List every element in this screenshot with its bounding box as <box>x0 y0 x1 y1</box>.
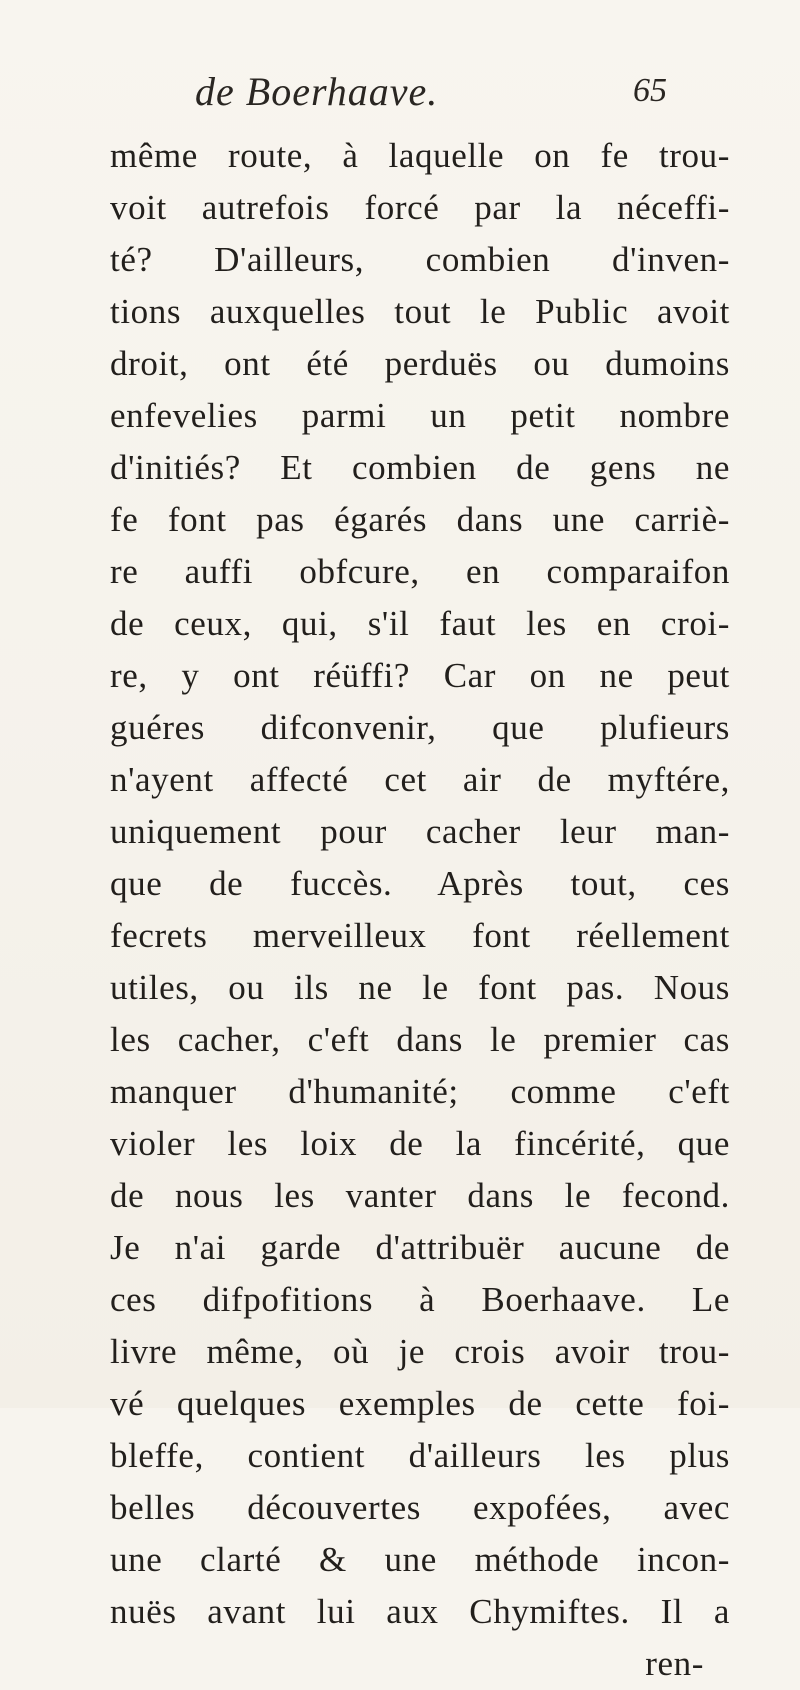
text-line: une clarté & une méthode incon- <box>110 1540 730 1579</box>
text-line: même route, à laquelle on fe trou- <box>110 136 730 175</box>
text-line: les cacher, c'eft dans le premier cas <box>110 1020 730 1059</box>
page-number: 65 <box>633 72 667 109</box>
body-text <box>110 130 730 1690</box>
text-line: de nous les vanter dans le fecond. <box>110 1176 730 1215</box>
text-line: livre même, où je crois avoir trou- <box>110 1332 730 1371</box>
text-line: voit autrefois forcé par la néceffi- <box>110 188 730 227</box>
text-line: fecrets merveilleux font réellement <box>110 916 730 955</box>
text-line: uniquement pour cacher leur man- <box>110 812 730 851</box>
text-line: que de fuccès. Après tout, ces <box>110 864 730 903</box>
text-line: tions auxquelles tout le Public avoit <box>110 292 730 331</box>
text-line: fe font pas égarés dans une carriè- <box>110 500 730 539</box>
text-line: Je n'ai garde d'attribuër aucune de <box>110 1228 730 1267</box>
text-line: enfevelies parmi un petit nombre <box>110 396 730 435</box>
text-line: manquer d'humanité; comme c'eft <box>110 1072 730 1111</box>
text-line: ces difpofitions à Boerhaave. Le <box>110 1280 730 1319</box>
text-line: vé quelques exemples de cette foi- <box>110 1384 730 1423</box>
running-title: de Boerhaave. <box>195 69 439 114</box>
text-line: utiles, ou ils ne le font pas. Nous <box>110 968 730 1007</box>
text-line: d'initiés? Et combien de gens ne <box>110 448 730 487</box>
text-line: de ceux, qui, s'il faut les en croi- <box>110 604 730 643</box>
text-line: re auffi obfcure, en comparaifon <box>110 552 730 591</box>
text-line: re, y ont réüffi? Car on ne peut <box>110 656 730 695</box>
text-line: droit, ont été perduës ou dumoins <box>110 344 730 383</box>
text-line: guéres difconvenir, que plufieurs <box>110 708 730 747</box>
text-line: té? D'ailleurs, combien d'inven- <box>110 240 730 279</box>
text-line: nuës avant lui aux Chymiftes. Il a <box>110 1592 730 1631</box>
catchword: ren- <box>645 1644 704 1683</box>
running-head <box>195 68 675 118</box>
text-line: belles découvertes expofées, avec <box>110 1488 730 1527</box>
text-line: bleffe, contient d'ailleurs les plus <box>110 1436 730 1475</box>
text-line: n'ayent affecté cet air de myftére, <box>110 760 730 799</box>
text-line: violer les loix de la fincérité, que <box>110 1124 730 1163</box>
